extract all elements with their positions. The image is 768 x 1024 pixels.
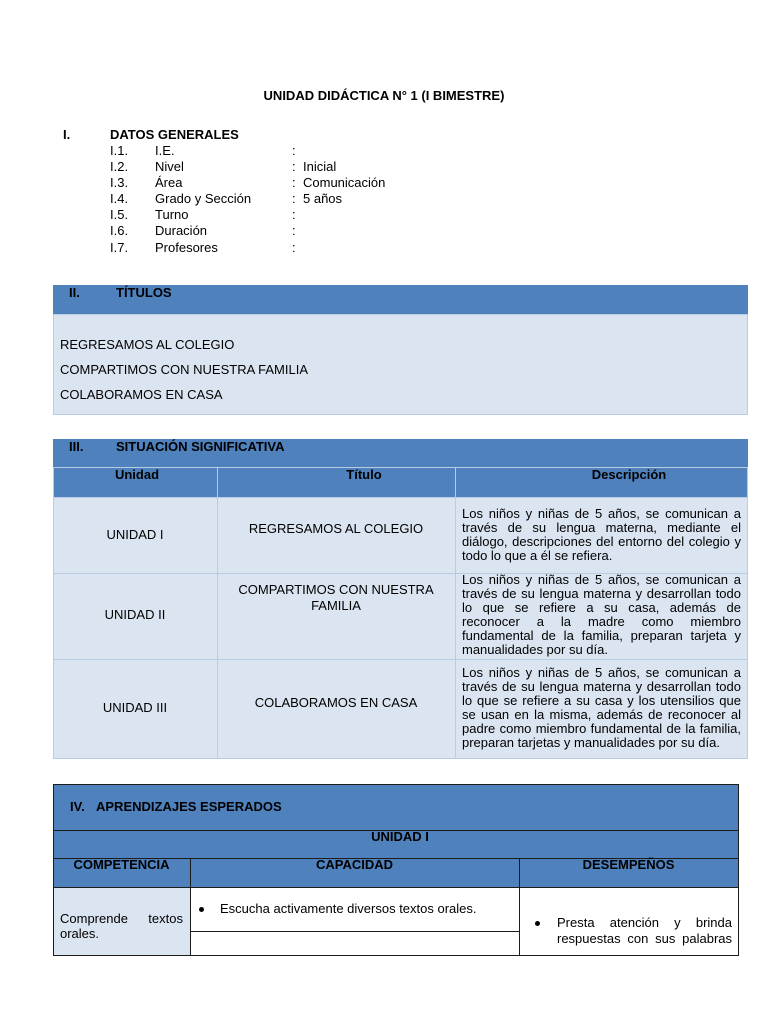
- desempeno-item: Presta atención y brinda respuestas con sus palabras: [557, 915, 732, 946]
- row-code: I.3.: [110, 175, 129, 190]
- datos-row-duracion: [0, 223, 768, 239]
- column-header-unidad: Unidad: [114, 467, 160, 482]
- unidad-label: UNIDAD II: [104, 607, 166, 622]
- section-heading: SITUACIÓN SIGNIFICATIVA: [116, 439, 285, 454]
- column-header-competencia: COMPETENCIA: [73, 857, 170, 872]
- row-label: I.E.: [155, 143, 175, 158]
- datos-row-nivel: [0, 159, 768, 175]
- column-header-capacidad: CAPACIDAD: [315, 857, 394, 872]
- column-header-titulo: Título: [346, 467, 382, 482]
- row-label: Nivel: [155, 159, 184, 174]
- section-number: I.: [63, 127, 71, 142]
- row-separator: :: [292, 191, 296, 206]
- unit-label: UNIDAD I: [371, 829, 429, 844]
- section-number: IV.: [70, 799, 85, 814]
- section-heading: TÍTULOS: [116, 285, 172, 300]
- unidad-descripcion: Los niños y niñas de 5 años, se comunican a través de su lengua materna, mediante el diálogo, descripciones del entorno del colegio y todo lo que a él se refiera.: [462, 506, 741, 563]
- datos-row-turno: [0, 207, 768, 223]
- row-code: I.7.: [110, 240, 129, 255]
- unidad-descripcion: Los niños y niñas de 5 años, se comunican a través de su lengua materna y desarrollan todo lo que se refiere a su casa, además de reconocer a la madre como miembro fundamental de la familia, preparan tarjeta y manualidades por su día.: [462, 572, 741, 657]
- bullet-icon: [199, 907, 204, 912]
- row-value: Inicial: [303, 159, 337, 174]
- row-code: I.6.: [110, 223, 129, 238]
- titulo-item: REGRESAMOS AL COLEGIO: [60, 337, 235, 352]
- unidad-titulo: COMPARTIMOS CON NUESTRA FAMILIA: [238, 582, 434, 613]
- capacidad-cell-empty: [190, 931, 520, 956]
- row-value: 5 años: [303, 191, 343, 206]
- unidad-titulo: COLABORAMOS EN CASA: [254, 695, 418, 710]
- row-label: Grado y Sección: [155, 191, 252, 206]
- datos-row-grado: [0, 191, 768, 207]
- titulo-item: COMPARTIMOS CON NUESTRA FAMILIA: [60, 362, 308, 377]
- row-separator: :: [292, 143, 296, 158]
- column-header-desempenos: DESEMPEÑOS: [582, 857, 675, 872]
- row-label: Profesores: [155, 240, 218, 255]
- row-value: Comunicación: [303, 175, 386, 190]
- row-label: Área: [155, 175, 183, 190]
- row-label: Duración: [155, 223, 208, 238]
- row-code: I.4.: [110, 191, 129, 206]
- unidad-label: UNIDAD III: [102, 700, 168, 715]
- section-number: II.: [69, 285, 80, 300]
- datos-row-ie: [0, 143, 768, 159]
- competencia-text: Comprende textos orales.: [60, 911, 183, 941]
- datos-row-area: [0, 175, 768, 191]
- column-header-descripcion: Descripción: [591, 467, 667, 482]
- titulo-item: COLABORAMOS EN CASA: [60, 387, 223, 402]
- row-code: I.2.: [110, 159, 129, 174]
- bullet-icon: [535, 921, 540, 926]
- section-number: III.: [69, 439, 84, 454]
- row-separator: :: [292, 223, 296, 238]
- section-heading: DATOS GENERALES: [110, 127, 239, 142]
- section-heading: APRENDIZAJES ESPERADOS: [96, 799, 282, 814]
- row-code: I.5.: [110, 207, 129, 222]
- unidad-label: UNIDAD I: [106, 527, 164, 542]
- row-separator: :: [292, 175, 296, 190]
- row-label: Turno: [155, 207, 189, 222]
- document-title: UNIDAD DIDÁCTICA N° 1 (I BIMESTRE): [263, 88, 505, 103]
- unidad-titulo: REGRESAMOS AL COLEGIO: [248, 521, 424, 536]
- unidad-descripcion: Los niños y niñas de 5 años, se comunican a través de su lengua materna y desarrollan todo lo que se refiere a su casa y los utensilios que se usan en la misma, además de reconocer al padre como miembro fundamental de la familia, preparan tarjetas y manualidades por su día.: [462, 665, 741, 750]
- row-separator: :: [292, 207, 296, 222]
- row-code: I.1.: [110, 143, 129, 158]
- datos-row-profesores: [0, 240, 768, 256]
- capacidad-item: Escucha activamente diversos textos orales.: [220, 901, 477, 916]
- row-separator: :: [292, 240, 296, 255]
- row-separator: :: [292, 159, 296, 174]
